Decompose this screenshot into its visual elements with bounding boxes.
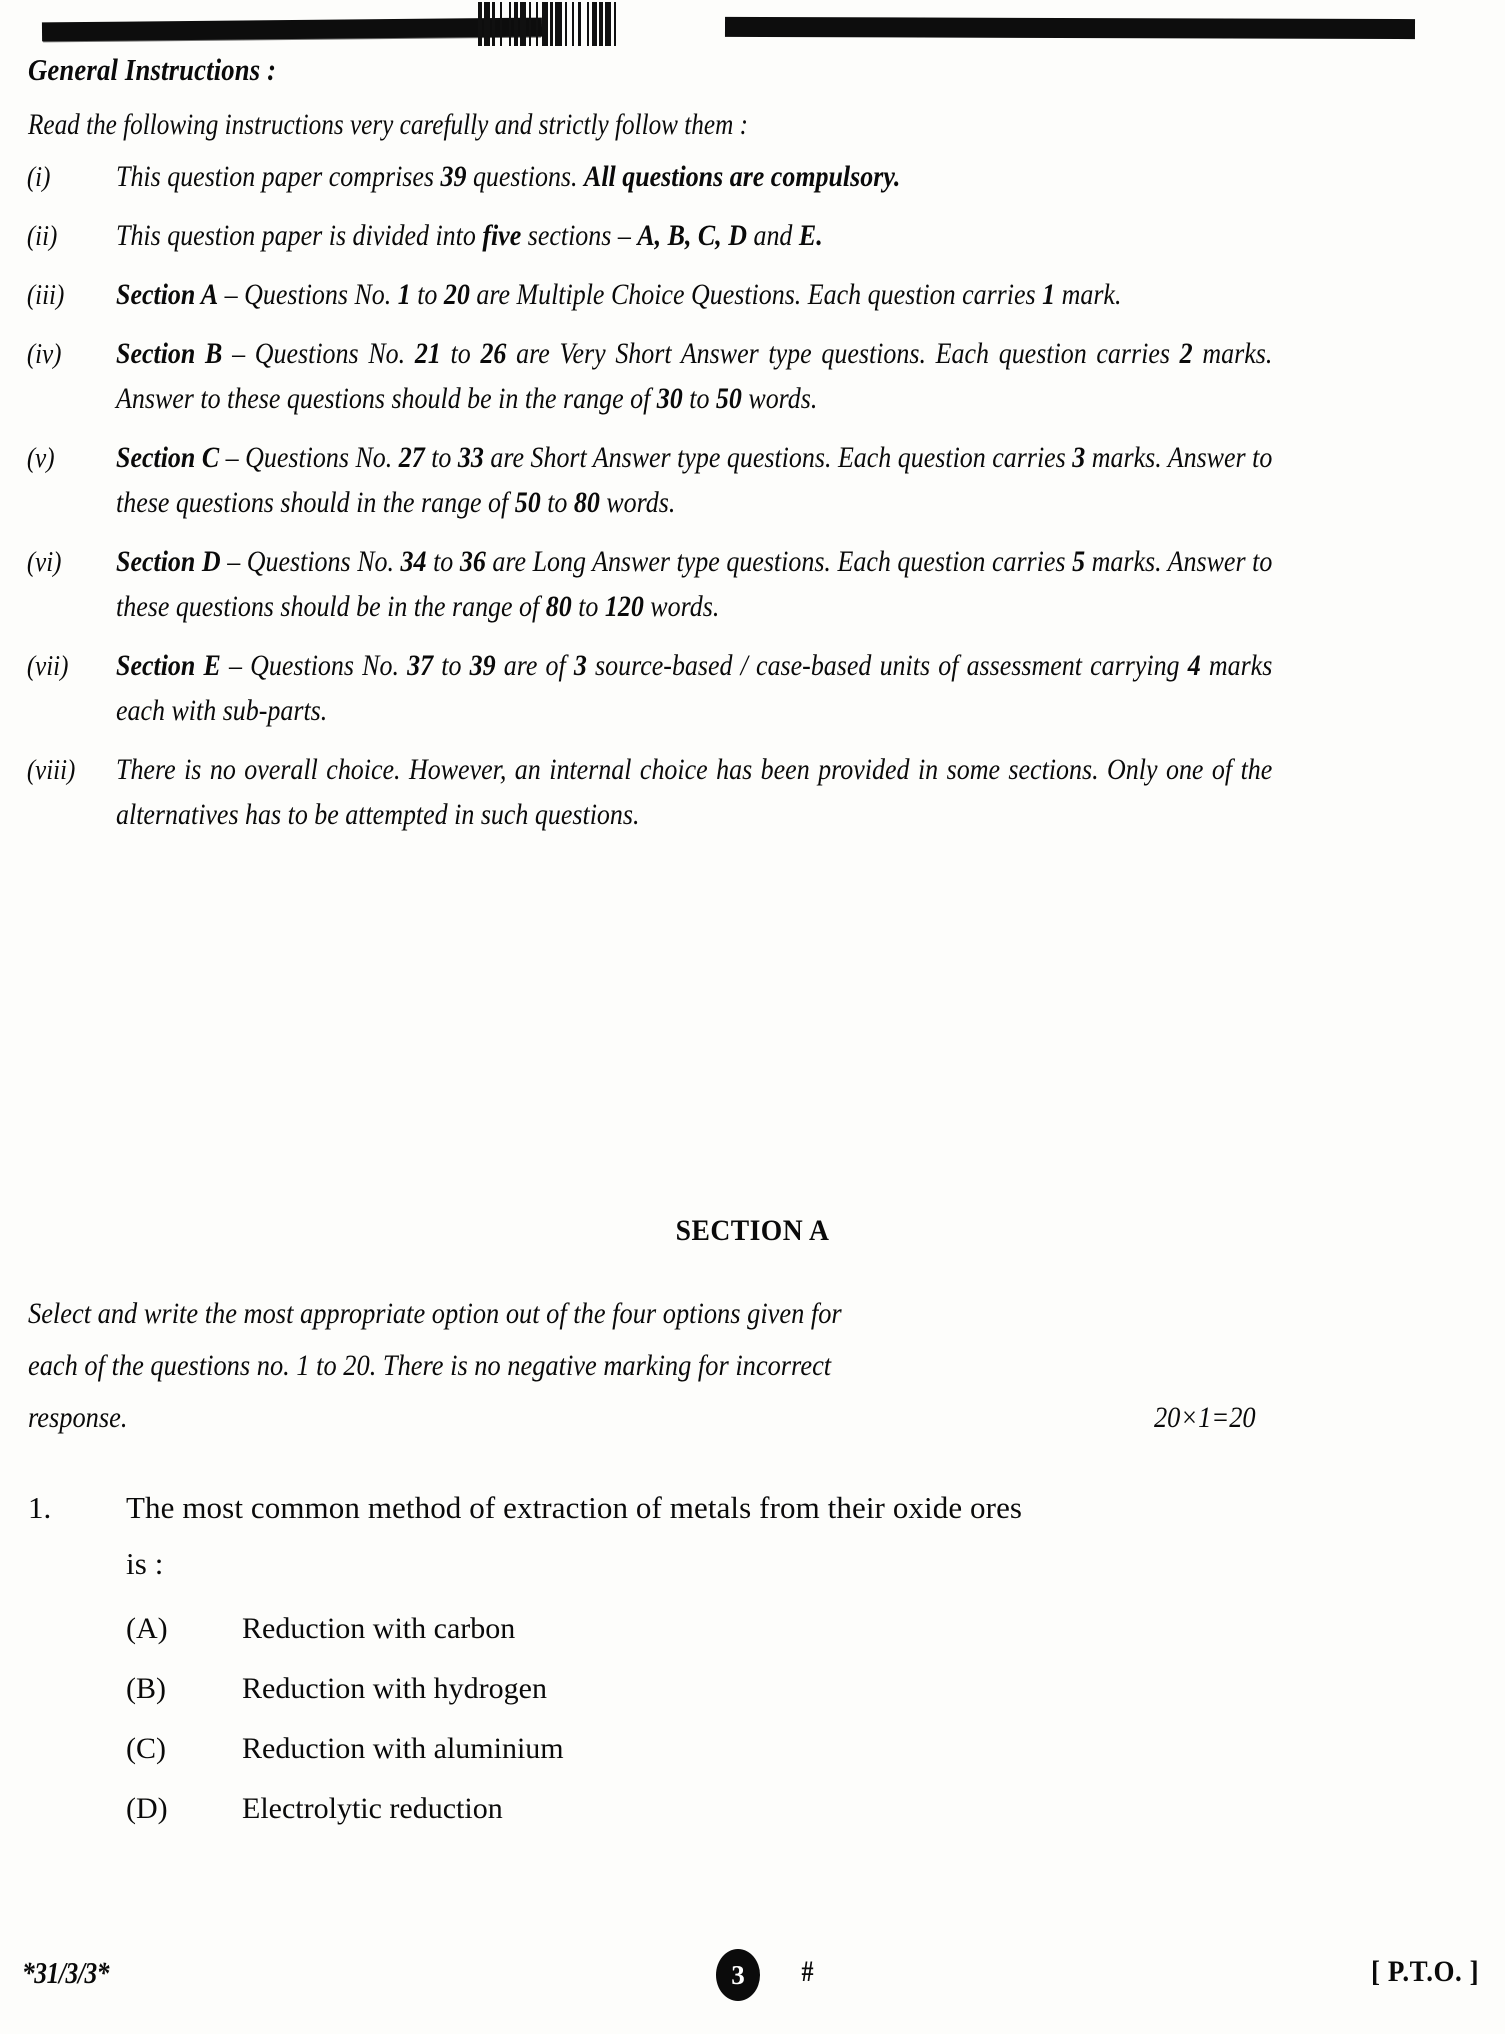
instruction-item <box>20 748 1480 838</box>
instruction-emphasis: 34 <box>400 546 427 578</box>
instruction-emphasis: 37 <box>407 650 434 682</box>
instruction-emphasis: 50 <box>715 383 742 415</box>
instruction-item <box>20 436 1480 526</box>
instruction-fragment: are Very Short Answer type questions. Each question carries <box>506 338 1180 370</box>
instruction-fragment: marks each with sub-parts. <box>116 650 1273 727</box>
option-label: Reduction with carbon <box>242 1612 516 1645</box>
general-instructions-title: General Instructions : <box>28 52 277 87</box>
section-a-marks: 20×1=20 <box>1153 1401 1256 1434</box>
instruction-emphasis: E. <box>798 220 823 252</box>
instruction-fragment: are Short Answer type questions. Each question carries <box>483 442 1073 474</box>
instruction-fragment: – Questions No. <box>222 338 415 370</box>
instruction-emphasis: Section B <box>116 338 223 370</box>
section-a-intro-line1: Select and write the most appropriate option out of the four options given for <box>28 1297 842 1330</box>
question-1-text-line2: is : <box>126 1546 164 1581</box>
page-footer <box>0 1955 1505 2025</box>
instruction-number: (v) <box>26 442 55 474</box>
instruction-fragment: – Questions No. <box>220 650 408 682</box>
instruction-fragment: are Long Answer type questions. Each question carries <box>485 546 1073 578</box>
instruction-fragment: There is no overall choice. However, an internal choice has been provided in some sections. Only one of the alternatives has to be attempted in such questions. <box>116 754 1273 831</box>
instruction-emphasis: 120 <box>604 591 644 623</box>
instruction-fragment: to <box>540 487 574 519</box>
instruction-fragment: to <box>571 591 605 623</box>
barcode-icon <box>478 2 696 46</box>
question-option[interactable] <box>126 1606 1440 1652</box>
instruction-fragment: words. <box>643 591 720 623</box>
barcode-stripe <box>502 2 509 46</box>
instruction-fragment: sections – <box>521 220 638 252</box>
question-1-text-line1: The most common method of extraction of metals from their oxide ores <box>126 1490 1023 1525</box>
instruction-number: (ii) <box>26 220 58 252</box>
instruction-item <box>20 273 1480 318</box>
instruction-text <box>116 332 1316 422</box>
instruction-fragment: – Questions No. <box>218 279 398 311</box>
question-1-options <box>20 1606 1440 1832</box>
instruction-emphasis: 3 <box>1072 442 1086 474</box>
instruction-fragment: words. <box>599 487 676 519</box>
instruction-emphasis: 39 <box>469 650 496 682</box>
instruction-text <box>116 155 1316 200</box>
instruction-emphasis: 50 <box>514 487 541 519</box>
instruction-fragment: to <box>433 650 470 682</box>
page-number-badge: 3 <box>716 1949 760 2001</box>
instruction-emphasis: 80 <box>545 591 572 623</box>
instruction-fragment: This question paper is divided into <box>116 220 483 252</box>
question-option[interactable] <box>126 1726 1440 1772</box>
option-label: Reduction with aluminium <box>242 1732 564 1765</box>
option-key: (C) <box>126 1732 166 1765</box>
instruction-fragment: words. <box>741 383 818 415</box>
instruction-item <box>20 214 1480 259</box>
instruction-fragment: to <box>424 442 458 474</box>
instruction-number: (iv) <box>26 338 62 370</box>
option-label: Reduction with hydrogen <box>242 1672 547 1705</box>
instruction-fragment: source-based / case-based units of assessment carrying <box>586 650 1188 682</box>
instruction-text <box>116 214 1316 259</box>
question-option[interactable] <box>126 1786 1440 1832</box>
instruction-text <box>116 644 1316 734</box>
instruction-fragment: to <box>682 383 716 415</box>
header-black-bar-right <box>725 17 1415 39</box>
instruction-fragment: This question paper comprises <box>116 161 441 193</box>
question-1-text <box>126 1480 1440 1592</box>
instruction-fragment: and <box>746 220 799 252</box>
instruction-item <box>20 644 1480 734</box>
barcode-stripe <box>555 2 562 46</box>
instruction-fragment: are of <box>495 650 574 682</box>
instruction-number: (vii) <box>26 650 69 682</box>
instruction-emphasis: 20 <box>443 279 470 311</box>
option-key: (D) <box>126 1792 168 1825</box>
question-1 <box>20 1480 1440 1846</box>
instruction-item <box>20 332 1480 422</box>
instruction-emphasis: 80 <box>573 487 600 519</box>
instruction-fragment: are Multiple Choice Questions. Each question carries <box>469 279 1043 311</box>
instruction-emphasis: 26 <box>480 338 507 370</box>
instruction-emphasis: All questions are compulsory. <box>584 161 901 193</box>
paper-code: *31/3/3* <box>22 1955 110 1990</box>
instruction-text <box>116 273 1316 318</box>
instruction-emphasis: 1 <box>1042 279 1056 311</box>
section-a-heading: SECTION A <box>675 1214 830 1247</box>
instruction-fragment: marks. Answer to these questions should be in the range of <box>116 338 1273 415</box>
instruction-emphasis: Section C <box>116 442 220 474</box>
instruction-emphasis: A, B, C, D <box>637 220 747 252</box>
instruction-emphasis: 30 <box>656 383 683 415</box>
option-key: (B) <box>126 1672 166 1705</box>
section-a-intro <box>28 1288 1256 1444</box>
instruction-emphasis: 1 <box>397 279 411 311</box>
instruction-text <box>116 540 1316 630</box>
instruction-item <box>20 155 1480 200</box>
instruction-item <box>20 540 1480 630</box>
instruction-fragment: to <box>440 338 481 370</box>
instruction-emphasis: Section E <box>116 650 221 682</box>
instruction-emphasis: five <box>482 220 522 252</box>
question-option[interactable] <box>126 1666 1440 1712</box>
instruction-fragment: questions. <box>466 161 585 193</box>
instruction-number: (iii) <box>26 279 65 311</box>
instruction-emphasis: 5 <box>1072 546 1086 578</box>
instruction-emphasis: 3 <box>573 650 587 682</box>
instruction-emphasis: Section A <box>116 279 219 311</box>
instruction-text <box>116 748 1316 838</box>
instruction-emphasis: 39 <box>440 161 467 193</box>
instruction-fragment: mark. <box>1055 279 1122 311</box>
instructions-lead-line: Read the following instructions very carefully and strictly follow them : <box>28 108 748 141</box>
instruction-text <box>116 436 1316 526</box>
option-label: Electrolytic reduction <box>242 1792 503 1825</box>
instruction-emphasis: 27 <box>398 442 425 474</box>
instruction-fragment: – Questions No. <box>220 546 401 578</box>
option-key: (A) <box>126 1612 168 1645</box>
instruction-fragment: to <box>426 546 460 578</box>
instruction-emphasis: 33 <box>457 442 484 474</box>
instruction-emphasis: 21 <box>414 338 441 370</box>
header-black-bar-left <box>42 18 542 42</box>
instruction-number: (i) <box>26 161 51 193</box>
section-a-intro-line3: response. <box>28 1401 128 1434</box>
pto-label: [ P.T.O. ] <box>1370 1955 1479 1988</box>
instruction-fragment: marks. Answer to these questions should be in the range of <box>116 546 1273 623</box>
instruction-number: (vi) <box>26 546 62 578</box>
section-a-intro-line2: each of the questions no. 1 to 20. There is no negative marking for incorrect <box>28 1349 832 1382</box>
instruction-fragment: marks. Answer to these questions should in the range of <box>116 442 1273 519</box>
barcode-stripe <box>616 2 620 46</box>
instructions-list <box>20 155 1480 852</box>
hash-mark: # <box>801 1955 814 1988</box>
instruction-emphasis: Section D <box>116 546 221 578</box>
instruction-emphasis: 4 <box>1187 650 1201 682</box>
instruction-fragment: to <box>410 279 444 311</box>
instruction-emphasis: 36 <box>459 546 486 578</box>
question-1-number: 1. <box>28 1490 52 1525</box>
instruction-emphasis: 2 <box>1179 338 1193 370</box>
instruction-number: (viii) <box>26 754 76 786</box>
instruction-fragment: – Questions No. <box>219 442 399 474</box>
